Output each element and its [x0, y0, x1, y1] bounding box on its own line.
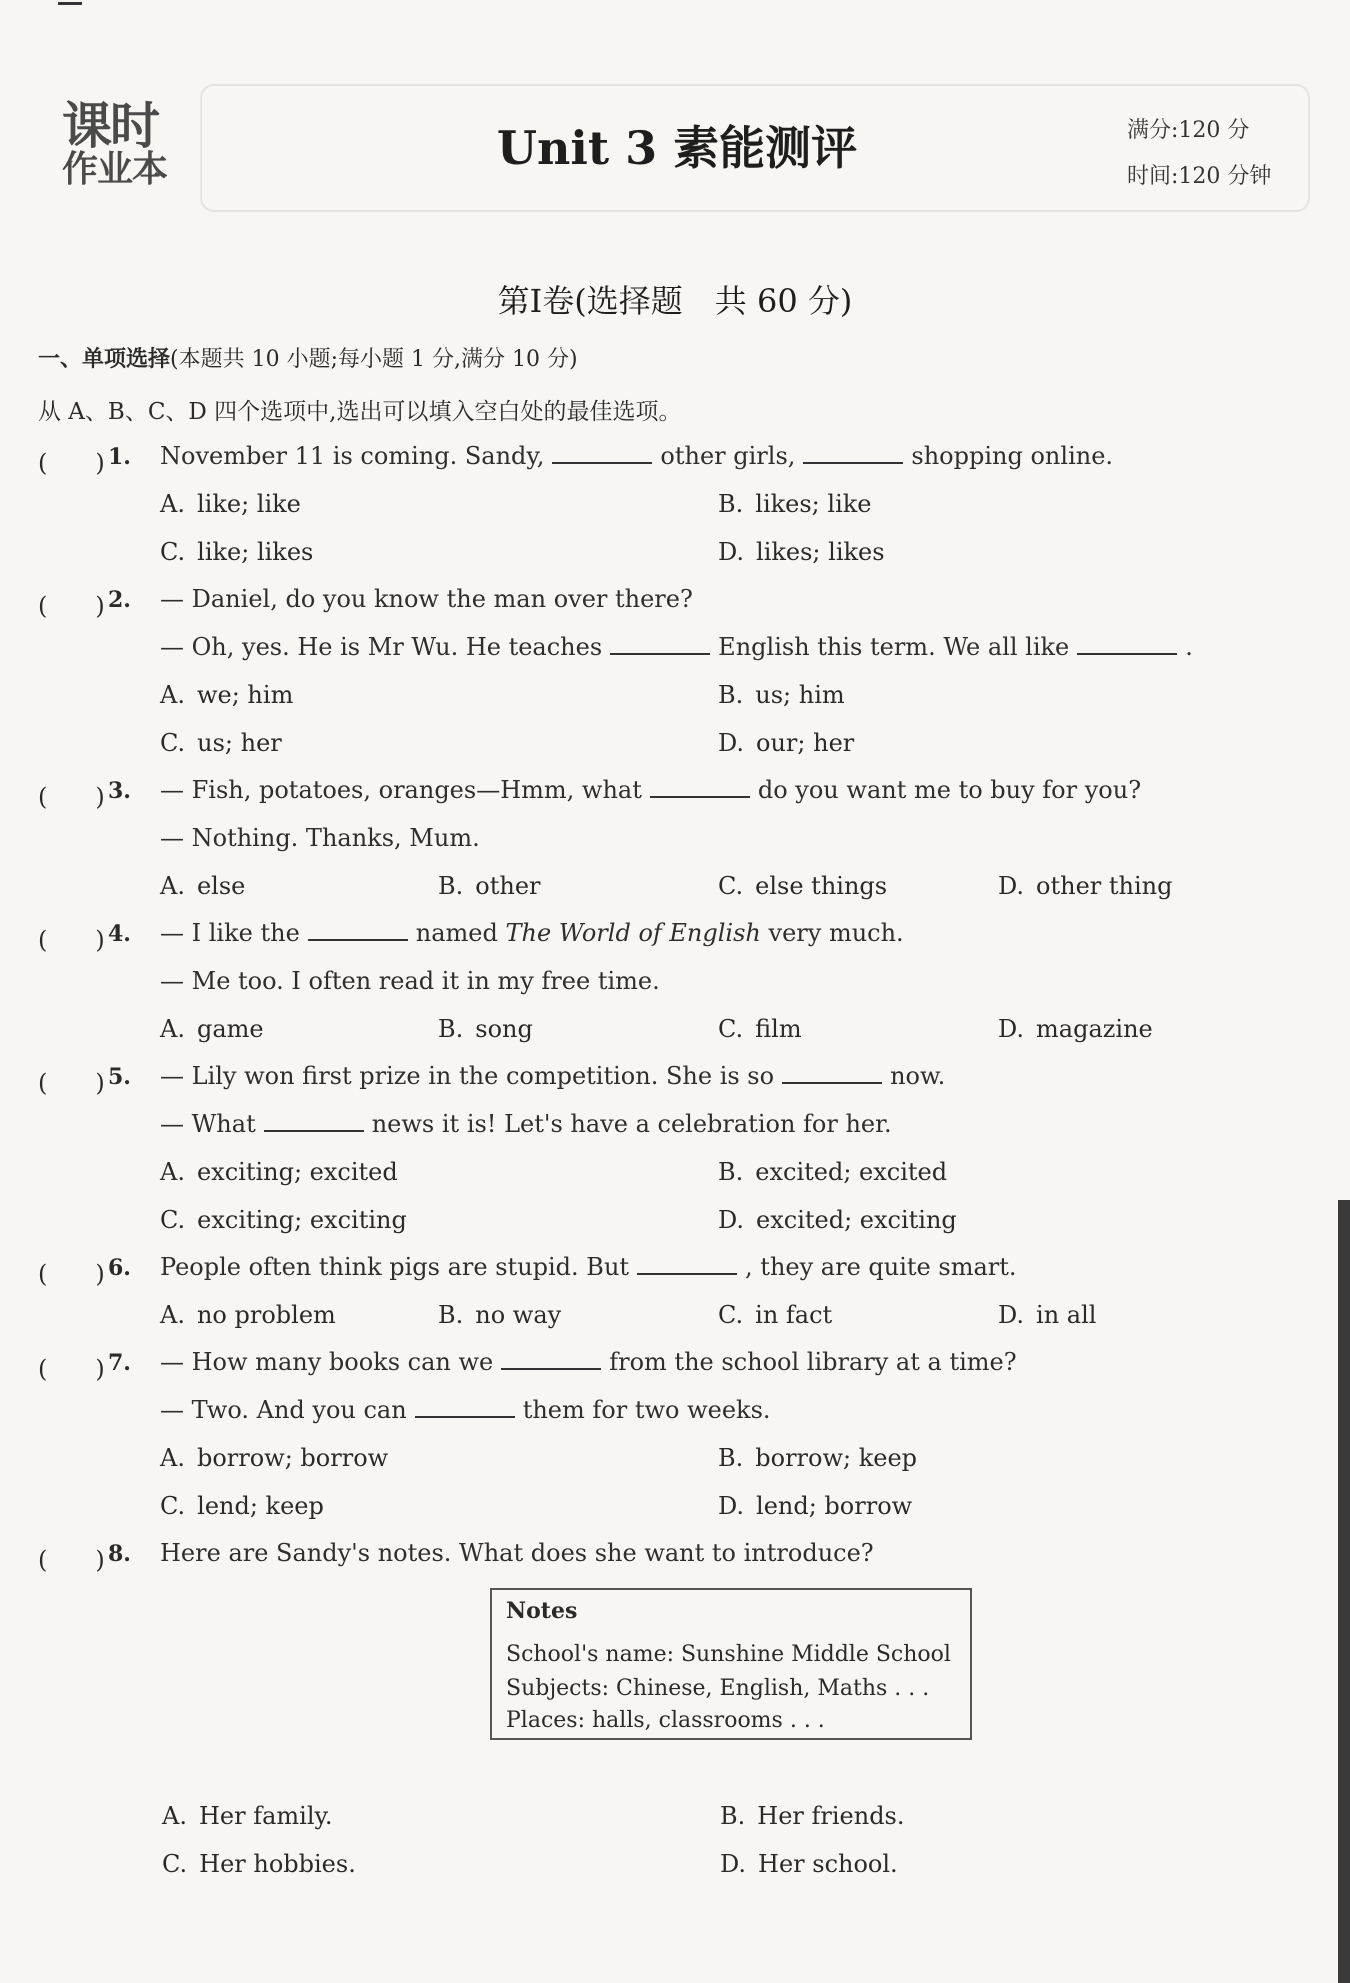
option-a[interactable]: A. no problem: [160, 1301, 336, 1329]
question-7-reply: — Two. And you can them for two weeks.: [160, 1396, 771, 1424]
question-3-reply: — Nothing. Thanks, Mum.: [160, 824, 480, 852]
answer-bracket[interactable]: ( ): [38, 926, 105, 954]
question-8-text: Here are Sandy's notes. What does she want to introduce?: [160, 1539, 874, 1567]
answer-blank[interactable]: [637, 1255, 737, 1275]
option-d[interactable]: D. our; her: [718, 729, 855, 757]
option-c[interactable]: C. Her hobbies.: [162, 1850, 356, 1878]
question-2-text: — Daniel, do you know the man over there?: [160, 585, 693, 613]
option-c[interactable]: C. lend; keep: [160, 1492, 324, 1520]
option-b[interactable]: B. no way: [438, 1301, 562, 1329]
option-d[interactable]: D. in all: [998, 1301, 1097, 1329]
option-a[interactable]: A. game: [160, 1015, 264, 1043]
notes-line: Places: halls, classrooms . . .: [506, 1708, 825, 1733]
option-a[interactable]: A. Her family.: [162, 1802, 333, 1830]
question-2-reply: — Oh, yes. He is Mr Wu. He teaches English this term. We all like .: [160, 633, 1193, 661]
header-box: [200, 84, 1310, 212]
notes-box: [490, 1588, 972, 1740]
notes-line: Subjects: Chinese, English, Maths . . .: [506, 1676, 930, 1701]
option-d[interactable]: D. other thing: [998, 872, 1173, 900]
question-6-text: People often think pigs are stupid. But , they are quite smart.: [160, 1253, 1017, 1281]
notes-heading: Notes: [506, 1598, 578, 1624]
question-4-reply: — Me too. I often read it in my free time.: [160, 967, 660, 995]
logo-line-2: 作业本: [62, 149, 168, 190]
option-d[interactable]: D. likes; likes: [718, 538, 885, 566]
option-d[interactable]: D. magazine: [998, 1015, 1153, 1043]
question-number: 8.: [108, 1541, 131, 1567]
option-c[interactable]: C. film: [718, 1015, 802, 1043]
answer-blank[interactable]: [803, 444, 903, 464]
answer-blank[interactable]: [415, 1398, 515, 1418]
answer-blank[interactable]: [782, 1064, 882, 1084]
option-a[interactable]: A. like; like: [160, 490, 301, 518]
question-number: 1.: [108, 444, 131, 470]
option-b[interactable]: B. Her friends.: [720, 1802, 905, 1830]
question-3-text: — Fish, potatoes, oranges—Hmm, what do you want me to buy for you?: [160, 776, 1142, 804]
section-title: 第Ⅰ卷(选择题 共 60 分): [497, 282, 853, 320]
answer-blank[interactable]: [501, 1350, 601, 1370]
answer-blank[interactable]: [552, 444, 652, 464]
answer-bracket[interactable]: ( ): [38, 592, 105, 620]
part-title: [38, 342, 578, 373]
part-heading: 一、单项选择: [38, 347, 171, 372]
question-5-reply: — What news it is! Let's have a celebration for her.: [160, 1110, 892, 1138]
answer-bracket[interactable]: ( ): [38, 783, 105, 811]
logo-line-1: 课时: [62, 97, 158, 155]
page-edge-shadow: [1338, 1200, 1350, 1983]
answer-bracket[interactable]: ( ): [38, 449, 105, 477]
option-b[interactable]: B. song: [438, 1015, 533, 1043]
option-c[interactable]: C. like; likes: [160, 538, 314, 566]
option-a[interactable]: A. exciting; excited: [160, 1158, 398, 1186]
answer-bracket[interactable]: ( ): [38, 1355, 105, 1383]
question-7-text: — How many books can we from the school library at a time?: [160, 1348, 1017, 1376]
question-number: 4.: [108, 921, 131, 947]
option-c[interactable]: C. in fact: [718, 1301, 833, 1329]
answer-blank[interactable]: [650, 778, 750, 798]
option-a[interactable]: A. we; him: [160, 681, 294, 709]
answer-bracket[interactable]: ( ): [38, 1260, 105, 1288]
question-4-text: — I like the named The World of English very much.: [160, 919, 904, 947]
exam-meta: [1127, 108, 1271, 200]
answer-blank[interactable]: [1077, 635, 1177, 655]
option-b[interactable]: B. likes; like: [718, 490, 872, 518]
time-limit: 时间:120 分钟: [1127, 164, 1272, 189]
answer-bracket[interactable]: ( ): [38, 1546, 105, 1574]
question-5-text: — Lily won first prize in the competition. She is so now.: [160, 1062, 946, 1090]
brand-logo: [62, 97, 182, 190]
answer-blank[interactable]: [610, 635, 710, 655]
option-a[interactable]: A. else: [160, 872, 246, 900]
question-number: 3.: [108, 778, 131, 804]
option-c[interactable]: C. exciting; exciting: [160, 1206, 407, 1234]
question-1-text: November 11 is coming. Sandy, other girls, shopping online.: [160, 442, 1114, 470]
magazine-title: The World of English: [505, 919, 761, 947]
question-number: 7.: [108, 1350, 131, 1376]
part-detail: (本题共 10 小题;每小题 1 分,满分 10 分): [170, 347, 578, 372]
option-b[interactable]: B. borrow; keep: [718, 1444, 918, 1472]
question-number: 5.: [108, 1064, 131, 1090]
option-d[interactable]: D. lend; borrow: [718, 1492, 913, 1520]
option-a[interactable]: A. borrow; borrow: [160, 1444, 389, 1472]
top-dash: [58, 2, 82, 5]
answer-bracket[interactable]: ( ): [38, 1069, 105, 1097]
answer-blank[interactable]: [264, 1112, 364, 1132]
option-d[interactable]: D. Her school.: [720, 1850, 898, 1878]
option-d[interactable]: D. excited; exciting: [718, 1206, 957, 1234]
option-b[interactable]: B. us; him: [718, 681, 845, 709]
option-b[interactable]: B. other: [438, 872, 541, 900]
instructions: 从 A、B、C、D 四个选项中,选出可以填入空白处的最佳选项。: [38, 399, 682, 425]
question-number: 6.: [108, 1255, 131, 1281]
full-score: 满分:120 分: [1127, 118, 1250, 143]
question-number: 2.: [108, 587, 131, 613]
answer-blank[interactable]: [308, 921, 408, 941]
option-b[interactable]: B. excited; excited: [718, 1158, 948, 1186]
notes-line: School's name: Sunshine Middle School: [506, 1642, 951, 1667]
option-c[interactable]: C. else things: [718, 872, 888, 900]
option-c[interactable]: C. us; her: [160, 729, 282, 757]
page-title: Unit 3 素能测评: [496, 121, 858, 175]
